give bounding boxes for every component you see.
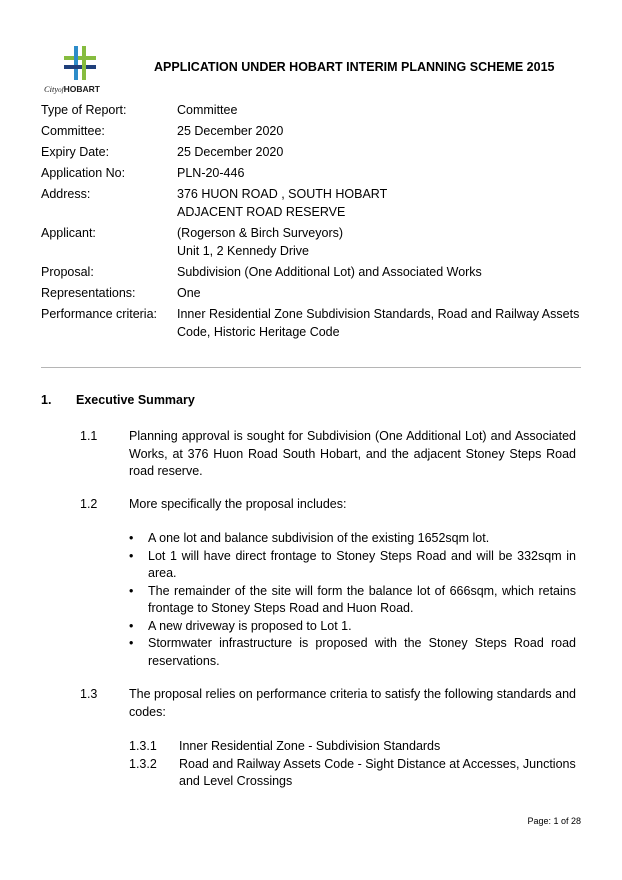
section-number: 1.	[41, 393, 52, 407]
subitem-text: Inner Residential Zone - Subdivision Standards	[179, 739, 441, 753]
detail-application-no	[41, 164, 581, 182]
subitem-number: 1.3.2	[129, 756, 157, 771]
paragraph-text: The proposal relies on performance criteria to satisfy the following standards and codes:	[129, 687, 576, 719]
detail-label: Representations:	[41, 286, 136, 300]
paragraph-text: More specifically the proposal includes:	[129, 497, 347, 511]
list-item: • A new driveway is proposed to Lot 1.	[129, 618, 576, 636]
paragraph-number: 1.2	[80, 497, 98, 511]
detail-representations	[41, 284, 581, 302]
report-details	[41, 101, 581, 344]
list-item: • Lot 1 will have direct frontage to Stoney Steps Road and will be 332sqm in area.	[129, 548, 576, 583]
detail-label: Type of Report:	[41, 103, 127, 117]
hobart-crest-icon	[63, 44, 97, 82]
section-heading	[41, 393, 195, 407]
detail-value: 376 HUON ROAD , SOUTH HOBART ADJACENT ROAD RESERVE	[177, 187, 388, 219]
detail-label: Address:	[41, 187, 91, 201]
page-number: Page: 1 of 28	[527, 816, 581, 826]
section-divider	[41, 367, 581, 368]
subitem-number: 1.3.1	[129, 739, 157, 753]
detail-value: Committee	[177, 103, 238, 117]
detail-value: 25 December 2020	[177, 124, 284, 138]
subitem-1-3-1	[129, 738, 576, 756]
detail-committee	[41, 122, 581, 140]
section-title: Executive Summary	[76, 393, 195, 407]
subitem-1-3-2	[129, 756, 576, 791]
page-title: APPLICATION UNDER HOBART INTERIM PLANNING SCHEME 2015	[154, 60, 555, 74]
list-item: • A one lot and balance subdivision of the existing 1652sqm lot.	[129, 530, 576, 548]
detail-address	[41, 185, 581, 221]
detail-value: Inner Residential Zone Subdivision Standards, Road and Railway Assets Code, Historic Heritage Code	[177, 307, 580, 339]
detail-value: One	[177, 286, 201, 300]
detail-value: 25 December 2020	[177, 145, 284, 159]
paragraph-number: 1.1	[80, 429, 98, 443]
list-item: • Stormwater infrastructure is proposed with the Stoney Steps Road road reservations.	[129, 635, 576, 670]
detail-label: Applicant:	[41, 226, 96, 240]
detail-label: Expiry Date:	[41, 145, 110, 159]
paragraph-1-1	[80, 428, 576, 481]
detail-label: Committee:	[41, 124, 105, 138]
detail-value: PLN-20-446	[177, 166, 245, 180]
detail-label: Application No:	[41, 166, 126, 180]
proposal-bullet-list	[129, 530, 576, 670]
subitem-text: Road and Railway Assets Code - Sight Distance at Accesses, Junctions and Level Crossings	[179, 756, 576, 788]
paragraph-number: 1.3	[80, 687, 98, 701]
detail-value: Subdivision (One Additional Lot) and Associated Works	[177, 265, 482, 279]
detail-label: Performance criteria:	[41, 307, 158, 321]
city-of-hobart-logo	[44, 44, 116, 96]
detail-performance-criteria	[41, 305, 581, 341]
detail-expiry-date	[41, 143, 581, 161]
detail-label: Proposal:	[41, 265, 94, 279]
logo-wordmark: CityofHOBART	[44, 84, 100, 94]
detail-proposal	[41, 263, 581, 281]
detail-value: (Rogerson & Birch Surveyors) Unit 1, 2 Kennedy Drive	[177, 226, 344, 258]
standards-sublist	[129, 738, 576, 791]
paragraph-1-3	[80, 686, 576, 721]
detail-applicant	[41, 224, 581, 260]
paragraph-1-2	[80, 496, 576, 514]
detail-type-of-report	[41, 101, 581, 119]
paragraph-text: Planning approval is sought for Subdivision (One Additional Lot) and Associated Works, at 376 Huon Road South Hobart, and the adjacent Stoney Steps Road road reserve.	[129, 429, 576, 478]
list-item: • The remainder of the site will form the balance lot of 666sqm, which retains frontage to Stoney Steps Road and Huon Road.	[129, 583, 576, 618]
